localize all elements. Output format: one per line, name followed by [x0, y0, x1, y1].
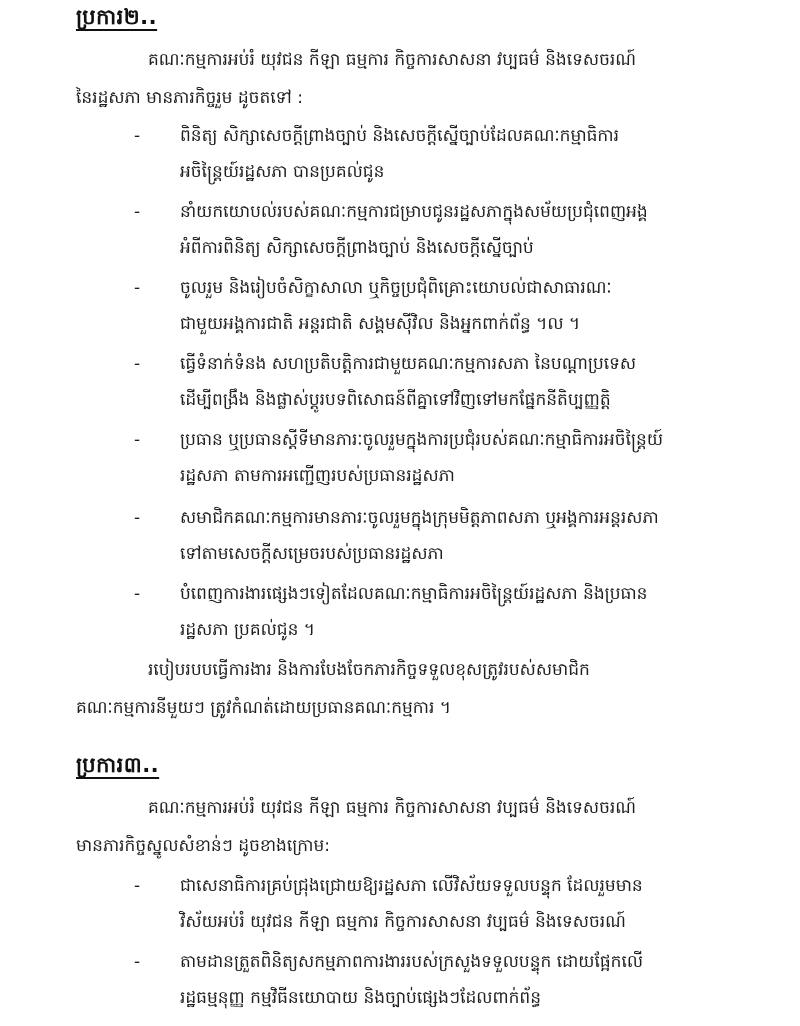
article-3-item-2-line-1: តាមដានត្រួតពិនិត្យសកម្មភាពការងាររបស់ក្រសួងទទួលបន្ទុក ដោយផ្អែកលើ — [180, 952, 644, 972]
article-2-item-4-line-2: ដើម្បីពង្រឹង និងផ្លាស់ប្ដូរបទពិសោធន៍ពីគ្នាទៅវិញទៅមកផ្នែកនីតិប្បញ្ញត្តិ — [180, 390, 611, 410]
article-2-closing-line-2: គណៈកម្មការនីមួយៗ ត្រូវកំណត់ដោយប្រធានគណៈកម្មការ ។ — [76, 698, 451, 718]
article-2-item-1-line-2: អចិន្ត្រៃយ៍រដ្ឋសភា បានប្រគល់ជូន — [180, 162, 385, 182]
article-2-item-1-line-1: ពិនិត្យ សិក្សាសេចក្ដីព្រាងច្បាប់ និងសេចក្ដីស្នើច្បាប់ដែលគណៈកម្មាធិការ — [180, 126, 620, 146]
article-3-item-2-line-2: រដ្ឋធម្មនុញ្ញ កម្មវិធីនយោបាយ និងច្បាប់ផ្សេងៗដែលពាក់ព័ន្ធ — [180, 988, 542, 1008]
article-2-item-5-line-2: រដ្ឋសភា តាមការអញ្ជើញរបស់ប្រធានរដ្ឋសភា — [180, 466, 455, 486]
article-3-item-1-line-2: វិស័យអប់រំ យុវជន កីឡា ធម្មការ កិច្ចការសាសនា វប្បធម៌ និងទេសចរណ៍ — [180, 912, 626, 932]
article-2-item-5-line-1: ប្រធាន ឬប្រធានស្ដីទីមានភារៈចូលរួមក្នុងការប្រជុំរបស់គណៈកម្មាធិការអចិន្ត្រៃយ៍ — [180, 430, 664, 450]
article-2-closing-line-1: របៀបរបបធ្វើការងារ និងការបែងចែកភារកិច្ចទទួលខុសត្រូវរបស់សមាជិក — [148, 660, 590, 680]
article-3-item-1-line-1: ជាសេនាធិការគ្រប់ជ្រុងជ្រោយឱ្យរដ្ឋសភា លើវិស័យទទួលបន្ទុក ដែលរួមមាន — [180, 876, 643, 896]
article-2-item-2-bullet: - — [134, 202, 141, 222]
article-2-item-7-bullet: - — [134, 584, 141, 604]
article-2-item-6-bullet: - — [134, 508, 141, 528]
article-2-heading: ប្រការ២.. — [76, 5, 158, 29]
article-3-intro-line-1: គណៈកម្មការអប់រំ យុវជន កីឡា ធម្មការ កិច្ចការសាសនា វប្បធម៌ និងទេសចរណ៍ — [148, 798, 637, 818]
article-2-item-7-line-2: រដ្ឋសភា ប្រគល់ជូន ។ — [180, 620, 315, 640]
article-2-intro-line-2: នៃរដ្ឋសភា មានភារកិច្ចរួម ដូចតទៅ : — [76, 88, 303, 108]
article-2-item-4-bullet: - — [134, 354, 141, 374]
article-2-item-3-bullet: - — [134, 278, 141, 298]
article-3-heading: ប្រការ៣.. — [76, 753, 160, 777]
article-2-item-4-line-1: ធ្វើទំនាក់ទំនង សហប្រតិបត្តិការជាមួយគណៈកម្មការសភា នៃបណ្ដាប្រទេស — [180, 354, 637, 374]
article-2-intro-line-1: គណៈកម្មការអប់រំ យុវជន កីឡា ធម្មការ កិច្ចការសាសនា វប្បធម៌ និងទេសចរណ៍ — [148, 50, 637, 70]
article-2-item-5-bullet: - — [134, 430, 141, 450]
article-2-item-3-line-1: ចូលរួម និងរៀបចំសិក្ខាសាលា ឬកិច្ចប្រជុំពិគ្រោះយោបល់ជាសាធារណៈ — [180, 278, 612, 298]
article-2-item-6-line-2: ទៅតាមសេចក្ដីសម្រេចរបស់ប្រធានរដ្ឋសភា — [180, 544, 444, 564]
article-3-item-2-bullet: - — [134, 952, 141, 972]
article-2-item-2-line-2: អំពីការពិនិត្យ សិក្សាសេចក្ដីព្រាងច្បាប់ និងសេចក្ដីស្នើច្បាប់ — [180, 238, 534, 258]
article-2-item-2-line-1: នាំយកយោបល់របស់គណៈកម្មការជម្រាបជូនរដ្ឋសភាក្នុងសម័យប្រជុំពេញអង្គ — [180, 202, 648, 222]
article-2-item-6-line-1: សមាជិកគណៈកម្មការមានភារៈចូលរួមក្នុងក្រុមមិត្តភាពសភា ឬអង្គការអន្តរសភា — [180, 508, 659, 528]
article-3-intro-line-2: មានភារកិច្ចស្នូលសំខាន់ៗ ដូចខាងក្រោម: — [76, 836, 331, 856]
article-2-item-1-bullet: - — [134, 126, 141, 146]
article-2-item-3-line-2: ជាមួយអង្គការជាតិ អន្តរជាតិ សង្គមស៊ីវិល និងអ្នកពាក់ព័ន្ធ ។ល ។ — [180, 314, 581, 334]
article-2-item-7-line-1: បំពេញការងារផ្សេងៗទៀតដែលគណៈកម្មាធិការអចិន្ត្រៃយ៍រដ្ឋសភា និងប្រធាន — [180, 584, 648, 604]
article-3-item-1-bullet: - — [134, 876, 141, 896]
